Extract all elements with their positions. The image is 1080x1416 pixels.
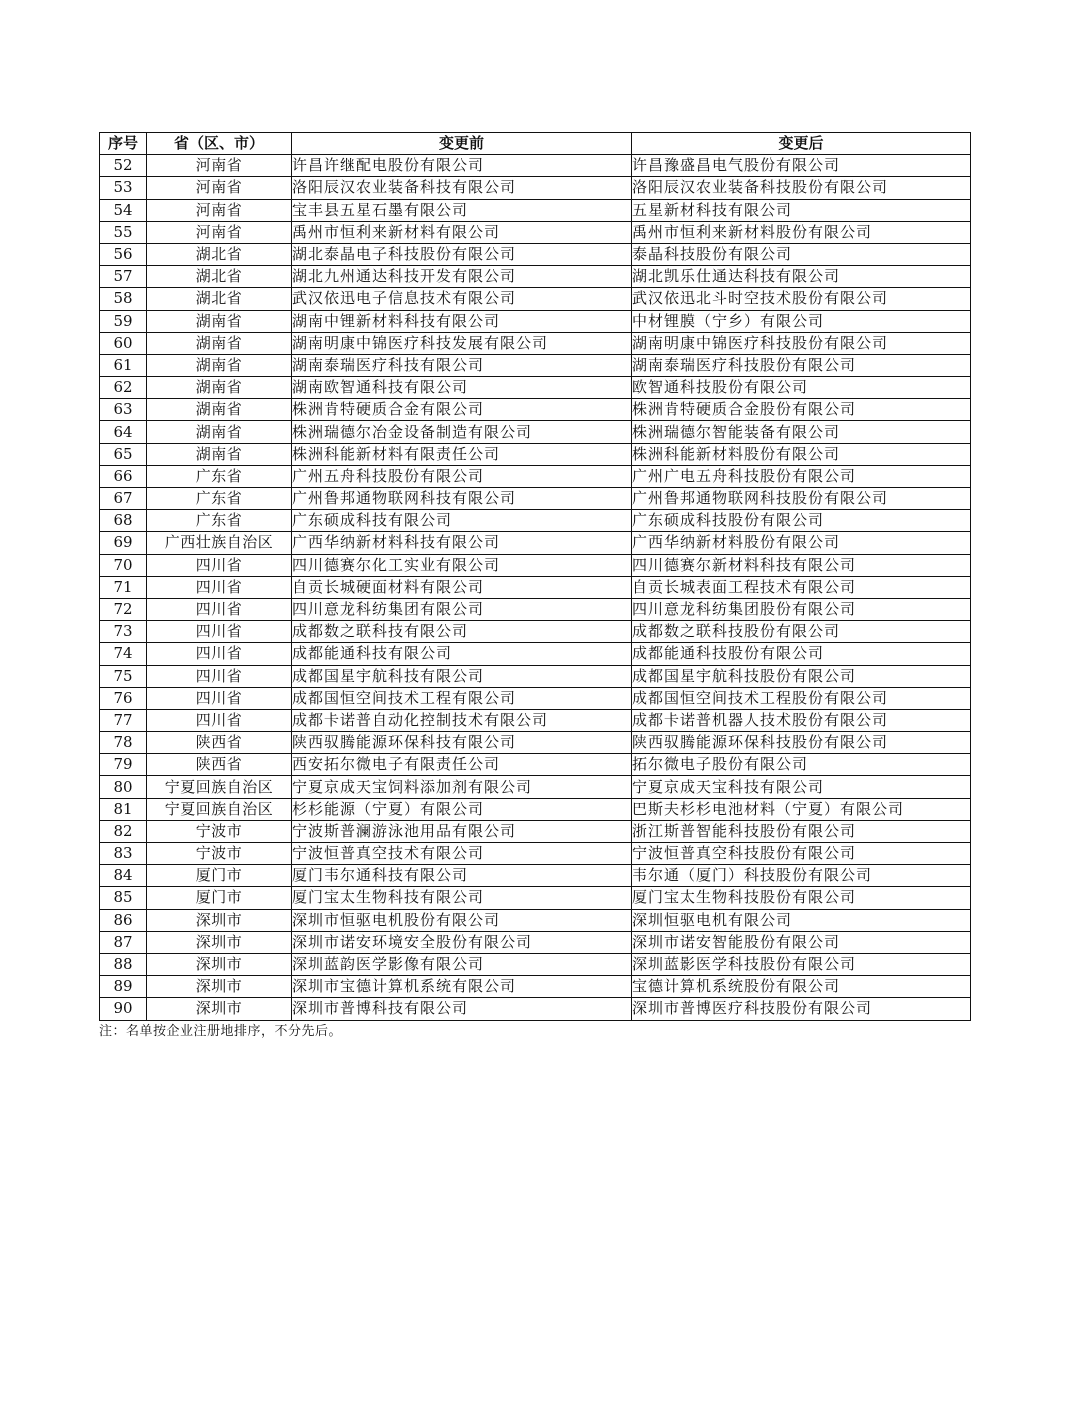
- row-name-before: 四川德赛尔化工实业有限公司: [292, 554, 632, 576]
- row-province: 湖南省: [147, 310, 292, 332]
- row-province: 湖北省: [147, 288, 292, 310]
- company-name-change-table: [99, 132, 971, 1021]
- table-row: [100, 798, 971, 820]
- row-index: 58: [100, 288, 147, 310]
- row-index: 53: [100, 177, 147, 199]
- table-row: [100, 598, 971, 620]
- table-row: [100, 665, 971, 687]
- row-name-after: 深圳蓝影医学科技股份有限公司: [632, 953, 971, 975]
- row-index: 54: [100, 199, 147, 221]
- row-name-before: 陕西驭腾能源环保科技有限公司: [292, 732, 632, 754]
- table-row: [100, 443, 971, 465]
- row-index: 67: [100, 488, 147, 510]
- row-name-before: 武汉依迅电子信息技术有限公司: [292, 288, 632, 310]
- row-name-before: 湖北九州通达科技开发有限公司: [292, 266, 632, 288]
- row-name-before: 湖南明康中锦医疗科技发展有限公司: [292, 332, 632, 354]
- row-province: 厦门市: [147, 887, 292, 909]
- table-row: [100, 998, 971, 1020]
- row-name-before: 株洲肯特硬质合金有限公司: [292, 399, 632, 421]
- table-row: [100, 288, 971, 310]
- table-row: [100, 510, 971, 532]
- row-name-after: 拓尔微电子股份有限公司: [632, 754, 971, 776]
- row-name-before: 广州五舟科技股份有限公司: [292, 465, 632, 487]
- table-row: [100, 643, 971, 665]
- row-name-after: 宁波恒普真空科技股份有限公司: [632, 843, 971, 865]
- row-index: 76: [100, 687, 147, 709]
- row-index: 52: [100, 155, 147, 177]
- row-name-before: 成都卡诺普自动化控制技术有限公司: [292, 709, 632, 731]
- header-province: 省（区、市）: [147, 133, 292, 155]
- row-province: 湖南省: [147, 332, 292, 354]
- row-name-before: 宁波恒普真空技术有限公司: [292, 843, 632, 865]
- table-row: [100, 576, 971, 598]
- row-index: 79: [100, 754, 147, 776]
- table-row: [100, 155, 971, 177]
- row-index: 81: [100, 798, 147, 820]
- row-index: 82: [100, 820, 147, 842]
- row-name-before: 宝丰县五星石墨有限公司: [292, 199, 632, 221]
- row-name-after: 韦尔通（厦门）科技股份有限公司: [632, 865, 971, 887]
- row-province: 河南省: [147, 155, 292, 177]
- row-index: 85: [100, 887, 147, 909]
- row-province: 河南省: [147, 221, 292, 243]
- row-name-after: 湖南泰瑞医疗科技股份有限公司: [632, 354, 971, 376]
- table-row: [100, 421, 971, 443]
- row-index: 83: [100, 843, 147, 865]
- row-province: 陕西省: [147, 754, 292, 776]
- row-index: 75: [100, 665, 147, 687]
- table-row: [100, 687, 971, 709]
- row-name-after: 四川意龙科纺集团股份有限公司: [632, 598, 971, 620]
- row-index: 89: [100, 976, 147, 998]
- row-province: 湖北省: [147, 266, 292, 288]
- row-name-before: 广州鲁邦通物联网科技有限公司: [292, 488, 632, 510]
- row-index: 55: [100, 221, 147, 243]
- table-row: [100, 931, 971, 953]
- row-name-before: 株洲瑞德尔冶金设备制造有限公司: [292, 421, 632, 443]
- row-province: 四川省: [147, 665, 292, 687]
- row-name-after: 五星新材科技有限公司: [632, 199, 971, 221]
- row-name-before: 许昌许继配电股份有限公司: [292, 155, 632, 177]
- row-name-before: 厦门韦尔通科技有限公司: [292, 865, 632, 887]
- row-province: 四川省: [147, 643, 292, 665]
- row-province: 宁波市: [147, 843, 292, 865]
- table-row: [100, 199, 971, 221]
- row-index: 87: [100, 931, 147, 953]
- row-province: 湖南省: [147, 399, 292, 421]
- row-name-after: 泰晶科技股份有限公司: [632, 243, 971, 265]
- row-name-after: 中材锂膜（宁乡）有限公司: [632, 310, 971, 332]
- row-name-after: 成都数之联科技股份有限公司: [632, 621, 971, 643]
- row-name-after: 成都国恒空间技术工程股份有限公司: [632, 687, 971, 709]
- row-province: 广东省: [147, 510, 292, 532]
- row-name-after: 欧智通科技股份有限公司: [632, 377, 971, 399]
- row-province: 广东省: [147, 465, 292, 487]
- row-name-before: 成都数之联科技有限公司: [292, 621, 632, 643]
- row-name-before: 杉杉能源（宁夏）有限公司: [292, 798, 632, 820]
- table-row: [100, 266, 971, 288]
- row-index: 64: [100, 421, 147, 443]
- row-province: 湖南省: [147, 377, 292, 399]
- row-name-before: 自贡长城硬面材料有限公司: [292, 576, 632, 598]
- table-row: [100, 754, 971, 776]
- row-province: 四川省: [147, 709, 292, 731]
- row-name-before: 湖北泰晶电子科技股份有限公司: [292, 243, 632, 265]
- row-index: 65: [100, 443, 147, 465]
- row-name-after: 深圳市普博医疗科技股份有限公司: [632, 998, 971, 1020]
- row-province: 湖南省: [147, 421, 292, 443]
- row-province: 深圳市: [147, 998, 292, 1020]
- row-index: 66: [100, 465, 147, 487]
- table-row: [100, 377, 971, 399]
- row-name-before: 湖南欧智通科技有限公司: [292, 377, 632, 399]
- row-name-after: 广州广电五舟科技股份有限公司: [632, 465, 971, 487]
- row-province: 四川省: [147, 554, 292, 576]
- row-province: 深圳市: [147, 976, 292, 998]
- row-name-before: 湖南泰瑞医疗科技有限公司: [292, 354, 632, 376]
- row-index: 68: [100, 510, 147, 532]
- table-row: [100, 976, 971, 998]
- row-index: 72: [100, 598, 147, 620]
- row-province: 湖南省: [147, 443, 292, 465]
- row-name-after: 四川德赛尔新材料科技有限公司: [632, 554, 971, 576]
- row-index: 84: [100, 865, 147, 887]
- row-province: 湖南省: [147, 354, 292, 376]
- row-index: 80: [100, 776, 147, 798]
- row-name-after: 成都卡诺普机器人技术股份有限公司: [632, 709, 971, 731]
- row-index: 56: [100, 243, 147, 265]
- row-province: 宁夏回族自治区: [147, 798, 292, 820]
- row-name-after: 湖南明康中锦医疗科技股份有限公司: [632, 332, 971, 354]
- row-name-before: 深圳蓝韵医学影像有限公司: [292, 953, 632, 975]
- document-sheet: [99, 132, 970, 1041]
- row-index: 57: [100, 266, 147, 288]
- row-index: 73: [100, 621, 147, 643]
- row-name-after: 宁夏京成天宝科技有限公司: [632, 776, 971, 798]
- row-name-after: 湖北凯乐仕通达科技有限公司: [632, 266, 971, 288]
- table-row: [100, 732, 971, 754]
- table-row: [100, 310, 971, 332]
- row-name-after: 株洲科能新材料股份有限公司: [632, 443, 971, 465]
- table-row: [100, 709, 971, 731]
- row-name-before: 深圳市宝德计算机系统有限公司: [292, 976, 632, 998]
- row-index: 78: [100, 732, 147, 754]
- row-name-after: 厦门宝太生物科技股份有限公司: [632, 887, 971, 909]
- row-index: 63: [100, 399, 147, 421]
- row-name-before: 成都国恒空间技术工程有限公司: [292, 687, 632, 709]
- row-name-before: 深圳市普博科技有限公司: [292, 998, 632, 1020]
- table-row: [100, 865, 971, 887]
- row-province: 陕西省: [147, 732, 292, 754]
- row-province: 深圳市: [147, 931, 292, 953]
- row-name-after: 自贡长城表面工程技术有限公司: [632, 576, 971, 598]
- row-name-after: 许昌豫盛昌电气股份有限公司: [632, 155, 971, 177]
- row-name-after: 株洲肯特硬质合金股份有限公司: [632, 399, 971, 421]
- table-header-row: [100, 133, 971, 155]
- table-row: [100, 488, 971, 510]
- row-name-after: 深圳恒驱电机有限公司: [632, 909, 971, 931]
- row-index: 77: [100, 709, 147, 731]
- row-index: 60: [100, 332, 147, 354]
- table-row: [100, 820, 971, 842]
- table-row: [100, 887, 971, 909]
- row-name-after: 武汉依迅北斗时空技术股份有限公司: [632, 288, 971, 310]
- row-province: 广东省: [147, 488, 292, 510]
- row-name-after: 洛阳辰汉农业装备科技股份有限公司: [632, 177, 971, 199]
- row-name-after: 深圳市诺安智能股份有限公司: [632, 931, 971, 953]
- row-province: 深圳市: [147, 909, 292, 931]
- row-name-before: 株洲科能新材料有限责任公司: [292, 443, 632, 465]
- row-name-before: 厦门宝太生物科技有限公司: [292, 887, 632, 909]
- row-province: 四川省: [147, 576, 292, 598]
- row-province: 河南省: [147, 177, 292, 199]
- row-name-before: 广西华纳新材料科技有限公司: [292, 532, 632, 554]
- table-row: [100, 953, 971, 975]
- row-name-before: 成都国星宇航科技有限公司: [292, 665, 632, 687]
- row-name-after: 陕西驭腾能源环保科技股份有限公司: [632, 732, 971, 754]
- row-index: 70: [100, 554, 147, 576]
- row-index: 69: [100, 532, 147, 554]
- row-name-after: 株洲瑞德尔智能装备有限公司: [632, 421, 971, 443]
- row-index: 61: [100, 354, 147, 376]
- table-row: [100, 465, 971, 487]
- row-name-before: 深圳市诺安环境安全股份有限公司: [292, 931, 632, 953]
- table-row: [100, 776, 971, 798]
- row-name-after: 巴斯夫杉杉电池材料（宁夏）有限公司: [632, 798, 971, 820]
- row-name-after: 浙江斯普智能科技股份有限公司: [632, 820, 971, 842]
- table-row: [100, 177, 971, 199]
- table-row: [100, 332, 971, 354]
- row-province: 四川省: [147, 598, 292, 620]
- header-after-change: 变更后: [632, 133, 971, 155]
- row-province: 河南省: [147, 199, 292, 221]
- row-name-before: 深圳市恒驱电机股份有限公司: [292, 909, 632, 931]
- row-index: 59: [100, 310, 147, 332]
- row-name-before: 宁夏京成天宝饲料添加剂有限公司: [292, 776, 632, 798]
- row-name-before: 宁波斯普澜游泳池用品有限公司: [292, 820, 632, 842]
- row-province: 宁夏回族自治区: [147, 776, 292, 798]
- row-name-before: 湖南中锂新材料科技有限公司: [292, 310, 632, 332]
- row-index: 62: [100, 377, 147, 399]
- table-row: [100, 399, 971, 421]
- row-index: 86: [100, 909, 147, 931]
- row-index: 90: [100, 998, 147, 1020]
- table-row: [100, 621, 971, 643]
- table-row: [100, 843, 971, 865]
- table-row: [100, 532, 971, 554]
- row-name-before: 西安拓尔微电子有限责任公司: [292, 754, 632, 776]
- row-province: 宁波市: [147, 820, 292, 842]
- row-province: 四川省: [147, 621, 292, 643]
- header-before-change: 变更前: [292, 133, 632, 155]
- row-province: 厦门市: [147, 865, 292, 887]
- table-row: [100, 354, 971, 376]
- row-name-after: 成都能通科技股份有限公司: [632, 643, 971, 665]
- row-name-before: 四川意龙科纺集团有限公司: [292, 598, 632, 620]
- row-index: 71: [100, 576, 147, 598]
- row-province: 广西壮族自治区: [147, 532, 292, 554]
- row-name-after: 广州鲁邦通物联网科技股份有限公司: [632, 488, 971, 510]
- table-body: [100, 155, 971, 1020]
- row-name-after: 广东硕成科技股份有限公司: [632, 510, 971, 532]
- row-name-before: 广东硕成科技有限公司: [292, 510, 632, 532]
- footnote: 注：名单按企业注册地排序，不分先后。: [99, 1023, 343, 1039]
- row-name-before: 禹州市恒利来新材料有限公司: [292, 221, 632, 243]
- table-row: [100, 909, 971, 931]
- row-index: 74: [100, 643, 147, 665]
- row-index: 88: [100, 953, 147, 975]
- row-name-after: 成都国星宇航科技股份有限公司: [632, 665, 971, 687]
- row-province: 湖北省: [147, 243, 292, 265]
- row-name-after: 广西华纳新材料股份有限公司: [632, 532, 971, 554]
- table-row: [100, 554, 971, 576]
- row-name-before: 成都能通科技有限公司: [292, 643, 632, 665]
- row-name-after: 宝德计算机系统股份有限公司: [632, 976, 971, 998]
- row-name-after: 禹州市恒利来新材料股份有限公司: [632, 221, 971, 243]
- row-province: 四川省: [147, 687, 292, 709]
- row-name-before: 洛阳辰汉农业装备科技有限公司: [292, 177, 632, 199]
- header-index: 序号: [100, 133, 147, 155]
- row-province: 深圳市: [147, 953, 292, 975]
- table-row: [100, 221, 971, 243]
- table-row: [100, 243, 971, 265]
